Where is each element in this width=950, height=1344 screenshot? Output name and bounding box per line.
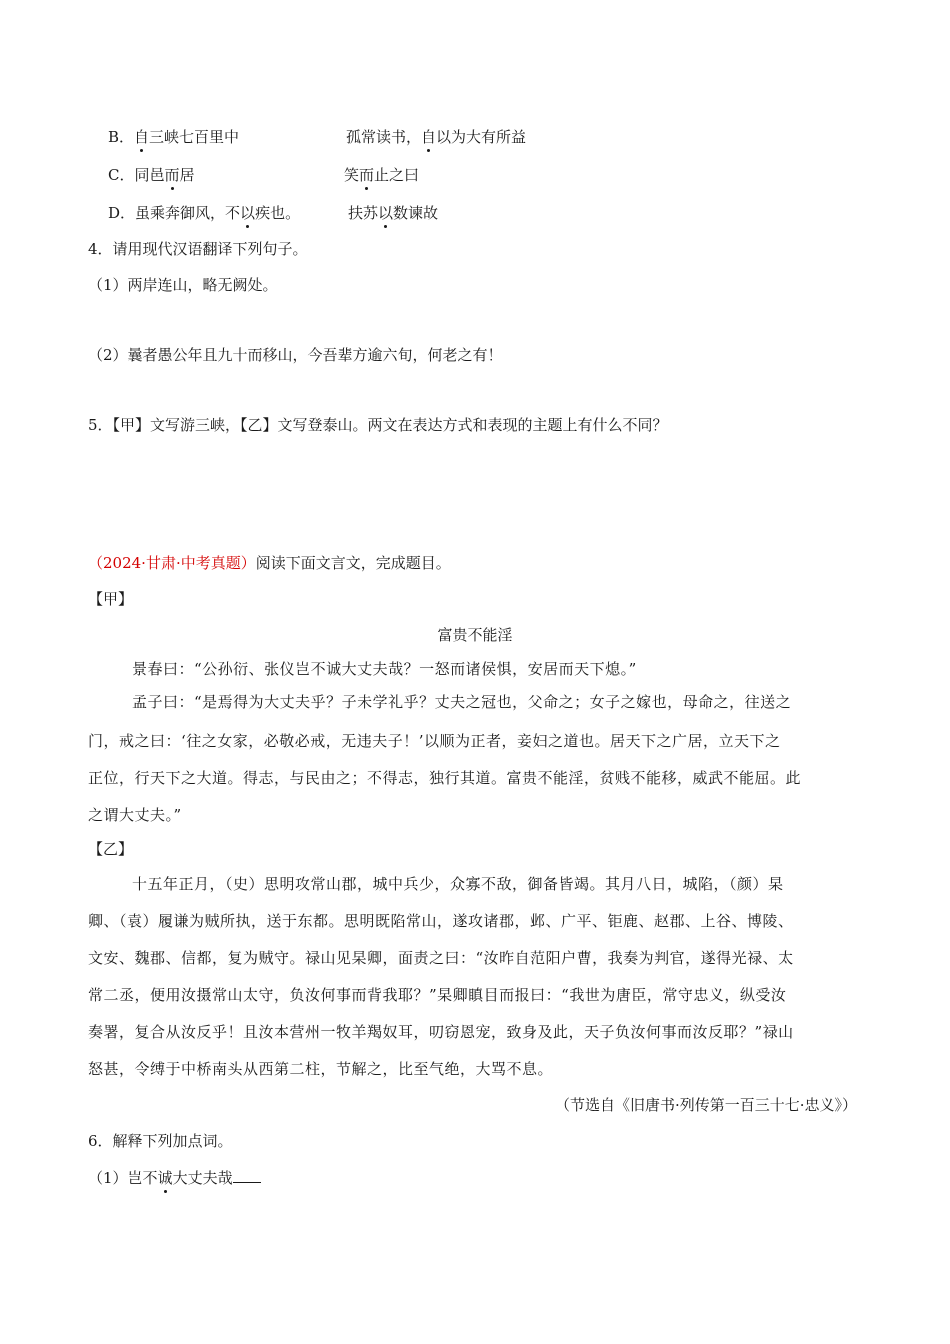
q6-sentence-1: （1）岂不诚大丈夫哉 [88,1166,261,1189]
yi-source: （节选自《旧唐书·列传第一百三十七·忠义》） [554,1096,857,1114]
passage-line: 正位，行天下之大道。得志，与民由之；不得志，独行其道。富贵不能淫，贫贱不能移，威武不能屈。此 [88,769,802,787]
q6-stem: 6．解释下列加点词。 [88,1132,233,1150]
option-b-right: 孤常读书，自以为大有所益 [346,128,527,146]
emphasis-dot-char: 自 [421,128,437,146]
option-d-right: 扶苏以数谏故 [348,204,439,222]
q5-stem: 5．【甲】文写游三峡，【乙】文写登泰山。两文在表达方式和表现的主题上有什么不同？ [88,416,668,434]
passage-line: 卿、（袁）履谦为贼所执，送于东都。思明既陷常山，遂攻诸郡，邺、广平、钜鹿、赵郡、上谷、博陵、 [88,912,794,930]
option-c-left: C．同邑而居 [108,166,195,184]
emphasis-dot-char: 而 [359,166,375,184]
q4-stem: 4．请用现代汉语翻译下列句子。 [88,240,308,258]
jia-label: 【甲】 [88,590,134,608]
passage-line: 常二丞，便用汝摄常山太守，负汝何事而背我耶？”杲卿瞋目而报曰：“我世为唐臣，常守忠义，纵受汝 [88,986,787,1004]
emphasis-dot-char: 以 [378,204,394,222]
emphasis-dot-char: 自 [134,128,150,146]
passage-line: 景春曰：“公孙衍、张仪岂不诚大丈夫哉？一怒而诸侯惧，安居而天下熄。” [132,660,637,678]
yi-label: 【乙】 [88,840,134,858]
passage-line: 奏署，复合从汝反乎！且汝本营州一牧羊羯奴耳，叨窃恩宠，致身及此，天子负汝何事而汝反耶？”禄山 [88,1023,794,1041]
passage-line: 孟子曰：“是焉得为大丈夫乎？子未学礼乎？丈夫之冠也，父命之；女子之嫁也，母命之，往送之 [132,693,792,711]
q4-sentence-1: （1）两岸连山，略无阙处。 [88,276,278,294]
option-d-left: D．虽乘奔御风，不以疾也。 [108,204,301,222]
option-c-right: 笑而止之曰 [344,166,420,184]
source-tag: （2024·甘肃·中考真题） [88,554,256,572]
answer-blank[interactable] [233,1166,261,1183]
emphasis-dot-char: 诚 [157,1169,173,1187]
q4-sentence-2: （2）曩者愚公年且九十而移山，今吾辈方逾六旬，何老之有！ [88,346,503,364]
passage-line: 文安、魏郡、信都，复为贼守。禄山见杲卿，面责之曰：“汝昨自范阳户曹，我奏为判官，遂得光禄、太 [88,949,794,967]
option-b-left: B．自三峡七百里中 [108,128,240,146]
emphasis-dot-char: 而 [164,166,180,184]
section-instruction: （2024·甘肃·中考真题）阅读下面文言文，完成题目。 [88,554,451,572]
passage-line: 怒甚，令缚于中桥南头从西第二柱，节解之，比至气绝，大骂不息。 [88,1060,554,1078]
passage-line: 之谓大丈夫。” [88,806,182,824]
emphasis-dot-char: 以 [240,204,256,222]
jia-title: 富贵不能淫 [437,626,513,644]
passage-line: 门，戒之曰：‘往之女家，必敬必戒，无违夫子！’以顺为正者，妾妇之道也。居天下之广居，立天下之 [88,732,781,750]
passage-line: 十五年正月，（史）思明攻常山郡，城中兵少，众寡不敌，御备皆竭。其月八日，城陷，（颜）杲 [132,875,784,893]
